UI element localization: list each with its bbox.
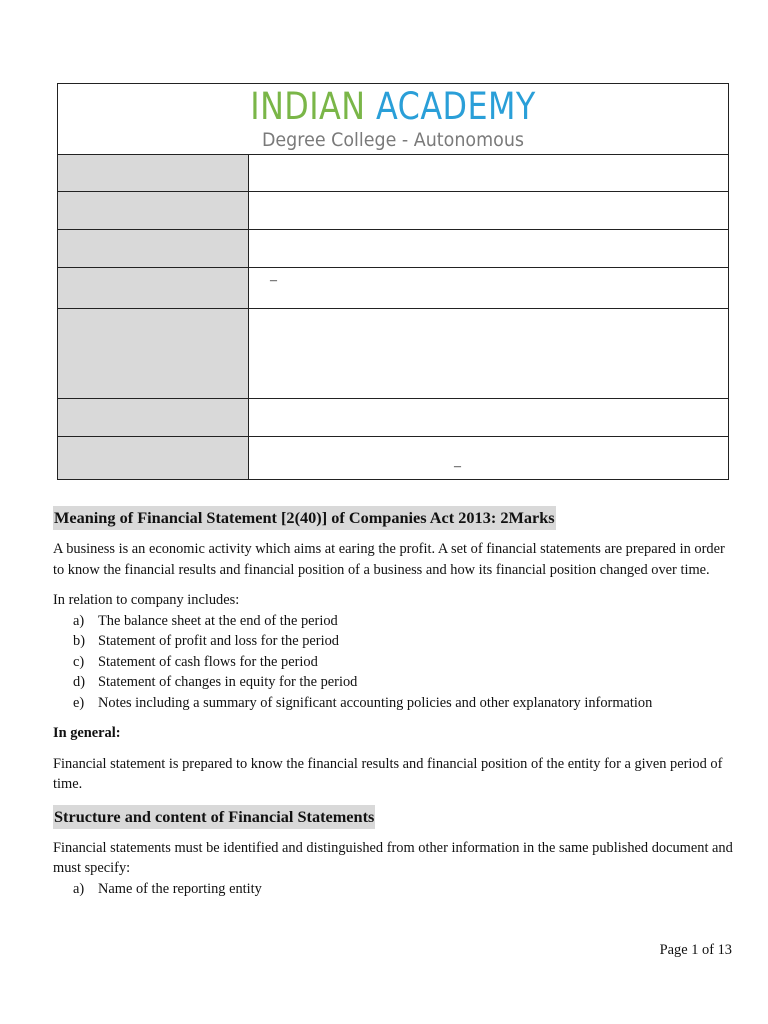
- value-cell-5: [249, 309, 729, 399]
- financial-statement-list: [53, 611, 735, 714]
- list-item: a) Name of the reporting entity: [73, 880, 262, 897]
- list-item: c) Statement of cash flows for the period: [73, 653, 318, 670]
- list-item: a) The balance sheet at the end of the period: [73, 612, 338, 629]
- page-number: Page 1 of 13: [659, 942, 732, 958]
- document-body: [53, 506, 735, 899]
- list-item: d) Statement of changes in equity for the period: [73, 674, 358, 690]
- paragraph-structure-intro: Financial statements must be identified and distinguished from other information in the same published document and must specify:: [53, 839, 733, 876]
- value-cell-7: [249, 437, 729, 480]
- structure-list: [53, 879, 735, 900]
- logo-subtitle: Degree College - Autonomous: [261, 129, 525, 151]
- heading-text: Meaning of Financial Statement [2(40)] of Companies Act 2013:: [54, 508, 497, 527]
- heading-marks: 2Marks: [496, 508, 555, 527]
- value-cell-4: [249, 268, 729, 309]
- value-dash: –: [454, 459, 461, 474]
- list-item: b) Statement of profit and loss for the period: [73, 633, 339, 649]
- college-header-table: [57, 83, 729, 480]
- section-heading-structure: Structure and content of Financial Statements: [53, 805, 375, 829]
- section-heading-meaning: [53, 506, 556, 530]
- label-cell-6: [58, 399, 249, 437]
- label-cell-3: [58, 230, 249, 268]
- paragraph-general: Financial statement is prepared to know the financial results and financial position of the entity for a given period of time.: [53, 755, 723, 792]
- logo-cell: [58, 84, 729, 155]
- value-cell-2: [249, 192, 729, 230]
- general-label: In general:: [53, 725, 121, 741]
- value-cell-3: [249, 230, 729, 268]
- label-cell-7: [58, 437, 249, 480]
- label-cell-5: [58, 309, 249, 399]
- paragraph-relation: In relation to company includes:: [53, 592, 240, 608]
- logo-word-indian: INDIAN: [250, 85, 366, 128]
- label-cell-1: [58, 155, 249, 192]
- value-cell-1: [249, 155, 729, 192]
- college-logo: [105, 86, 681, 128]
- logo-word-academy: ACADEMY: [376, 85, 536, 128]
- paragraph-intro: A business is an economic activity which aims at earing the profit. A set of financial statements are prepared in order to know the financial results and financial position of a business and how its financial position changed over time.: [53, 541, 725, 578]
- value-cell-6: [249, 399, 729, 437]
- list-item: e) Notes including a summary of significant accounting policies and other explanatory information: [73, 694, 653, 711]
- label-cell-2: [58, 192, 249, 230]
- value-dash: –: [270, 273, 277, 288]
- label-cell-4: [58, 268, 249, 309]
